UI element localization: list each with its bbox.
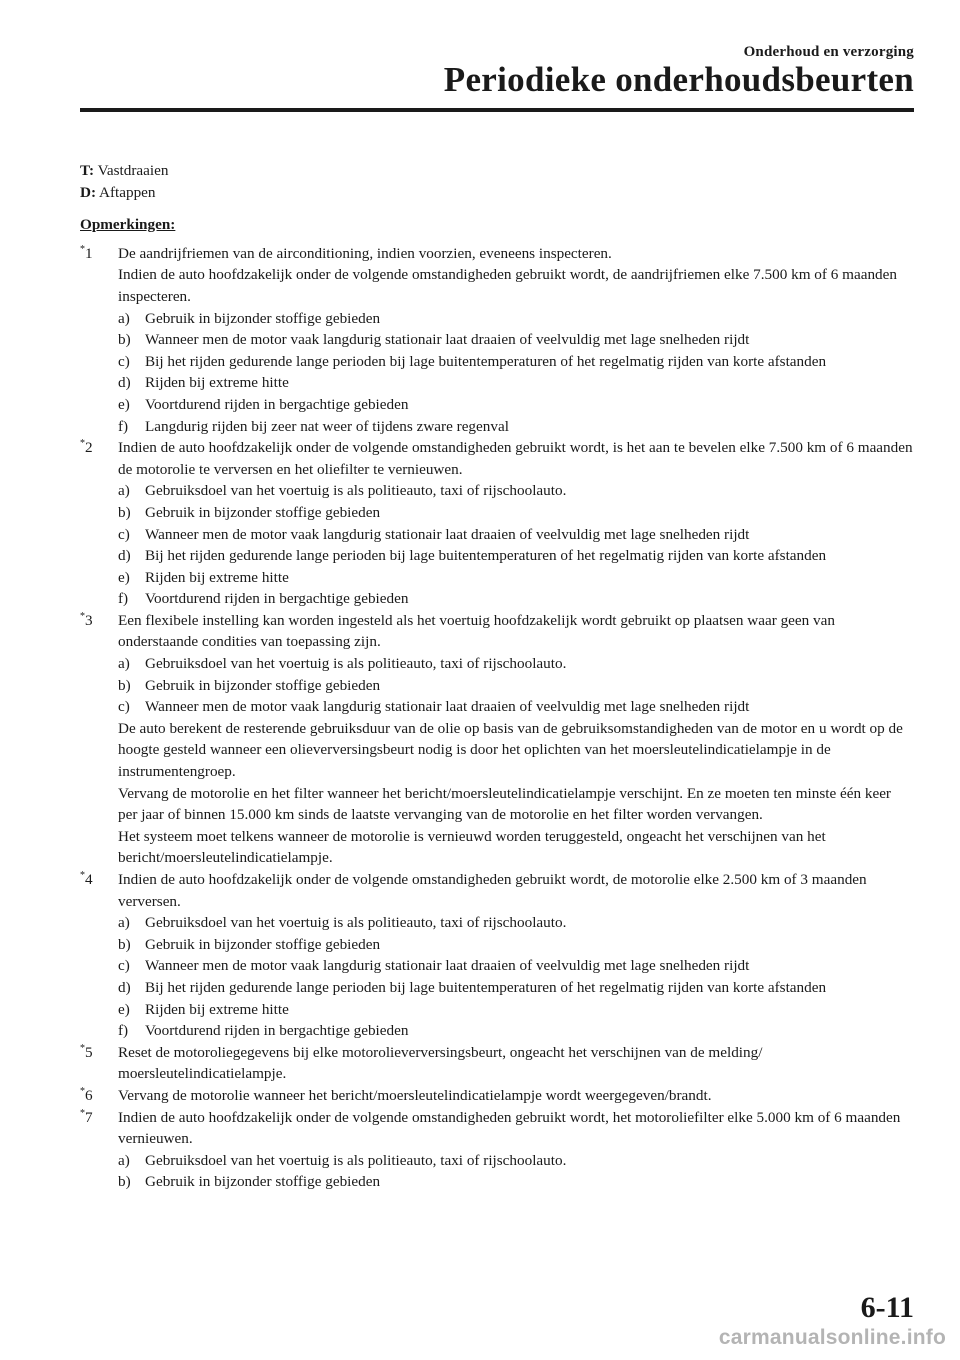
remark-note (80, 437, 914, 610)
remarks-heading: Opmerkingen: (80, 216, 176, 234)
condition-text: Wanneer men de motor vaak langdurig stationair laat draaien of veelvuldig met lage snelheden rijdt (145, 698, 750, 716)
remark-note (80, 1107, 914, 1193)
condition-letter: a) (118, 914, 130, 932)
condition-letter: b) (118, 503, 131, 521)
condition-letter: f) (118, 590, 129, 608)
note-text: De aandrijfriemen van de airconditioning, indien voorzien, eveneens inspecteren. (118, 244, 612, 262)
condition-letter: e) (118, 1000, 130, 1018)
note-text: Reset de motoroliegegevens bij elke motorolieverversingsbeurt, ongeacht het verschijnen van de melding/ moersleutelindicatielampje. (118, 1043, 763, 1083)
condition-letter: f) (118, 1022, 129, 1040)
condition-text: Gebruiksdoel van het voertuig is als politieauto, taxi of rijschoolauto. (145, 914, 567, 932)
condition-item (118, 1020, 914, 1042)
note-text: Indien de auto hoofdzakelijk onder de volgende omstandigheden gebruikt wordt, is het aan te bevelen elke 7.500 km of 6 maanden de motorolie te verversen en het oliefilter te vernieuwen. (118, 439, 913, 478)
note-number-text: 4 (85, 871, 93, 888)
note-number (80, 1107, 93, 1129)
condition-text: Voortdurend rijden in bergachtige gebieden (145, 590, 409, 608)
condition-item (118, 545, 914, 567)
note-text: Indien de auto hoofdzakelijk onder de volgende omstandigheden gebruikt wordt, de aandrijfriemen elke 7.500 km of 6 maanden inspecteren. (118, 266, 897, 305)
note-number-text: 5 (85, 1043, 93, 1061)
note-text: Vervang de motorolie en het filter wanneer het bericht/moersleutelindicatielampje verschijnt. En ze moeten ten minste één keer per jaar of binnen 15.000 km sinds de laatste vervanging van de motorolie en het filter worden vervangen. (118, 784, 891, 824)
condition-item (118, 372, 914, 394)
condition-letter: c) (118, 525, 130, 543)
condition-item (118, 1150, 914, 1172)
condition-item (118, 934, 914, 956)
condition-letter: a) (118, 309, 130, 327)
legend-key: D: (80, 183, 97, 201)
condition-text: Wanneer men de motor vaak langdurig stationair laat draaien of veelvuldig met lage snelheden rijdt (145, 331, 750, 349)
condition-text: Wanneer men de motor vaak langdurig stationair laat draaien of veelvuldig met lage snelheden rijdt (145, 525, 750, 543)
condition-item (118, 1171, 914, 1193)
note-number-text: 2 (85, 439, 93, 457)
remark-note (80, 243, 914, 437)
note-number-text: 6 (85, 1086, 93, 1104)
note-asterisk: * (80, 1042, 85, 1054)
condition-item (118, 653, 914, 675)
note-text: Vervang de motorolie wanneer het bericht/moersleutelindicatielampje wordt weergegeven/brandt. (118, 1086, 712, 1104)
condition-text: Wanneer men de motor vaak langdurig stationair laat draaien of veelvuldig met lage snelheden rijdt (145, 957, 750, 975)
note-asterisk: * (80, 438, 85, 450)
condition-text: Bij het rijden gedurende lange perioden bij lage buitentemperaturen of het regelmatig rijden van korte afstanden (145, 352, 827, 370)
condition-item (118, 502, 914, 524)
condition-letter: d) (118, 978, 131, 996)
condition-letter: d) (118, 374, 131, 392)
condition-text: Gebruik in bijzonder stoffige gebieden (145, 935, 381, 953)
note-text: De auto berekent de resterende gebruiksduur van de olie op basis van de gebruiksomstandigheden van de motor en u wordt op de hoogte gesteld wanneer een olieverversingsbeurt nodig is door het oplichten van het moersleutelindicatielampje in de instrumentengroep. (118, 719, 903, 781)
condition-item (118, 524, 914, 546)
note-number-text: 3 (85, 611, 93, 629)
condition-text: Gebruik in bijzonder stoffige gebieden (145, 1173, 381, 1191)
condition-item (118, 588, 914, 610)
condition-letter: f) (118, 417, 129, 435)
note-number (80, 1042, 93, 1064)
note-asterisk: * (80, 610, 85, 622)
remark-note (80, 869, 914, 1042)
note-text: Indien de auto hoofdzakelijk onder de volgende omstandigheden gebruikt wordt, het motoroliefilter elke 5.000 km of 6 maanden vernieuwen. (118, 1108, 901, 1148)
condition-text: Gebruik in bijzonder stoffige gebieden (145, 309, 381, 327)
legend-item-drain (80, 182, 914, 204)
note-asterisk: * (80, 870, 85, 881)
condition-text: Rijden bij extreme hitte (145, 374, 289, 392)
page-number: 6-11 (860, 1291, 914, 1324)
condition-item (118, 675, 914, 697)
legend-text: Aftappen (99, 183, 156, 201)
condition-item (118, 567, 914, 589)
remark-note (80, 610, 914, 869)
condition-letter: b) (118, 935, 131, 953)
legend-text: Vastdraaien (97, 162, 169, 179)
watermark-text: carmanualsonline.info (718, 1326, 946, 1349)
condition-item (118, 394, 914, 416)
note-number-text: 7 (85, 1108, 93, 1126)
note-number (80, 610, 93, 632)
condition-item (118, 329, 914, 351)
header-divider (80, 108, 914, 112)
condition-item (118, 999, 914, 1021)
condition-letter: b) (118, 676, 131, 694)
condition-text: Voortdurend rijden in bergachtige gebieden (145, 395, 409, 413)
condition-letter: e) (118, 395, 130, 413)
condition-letter: c) (118, 698, 130, 716)
condition-text: Langdurig rijden bij zeer nat weer of tijdens zware regenval (145, 417, 509, 435)
note-text: Een flexibele instelling kan worden ingesteld als het voertuig hoofdzakelijk wordt gebruikt op plaatsen waar geen van onderstaande condities van toepassing zijn. (118, 611, 835, 651)
section-heading: Onderhoud en verzorging (743, 44, 914, 60)
condition-text: Gebruiksdoel van het voertuig is als politieauto, taxi of rijschoolauto. (145, 482, 567, 500)
condition-item (118, 955, 914, 977)
condition-item (118, 480, 914, 502)
condition-text: Rijden bij extreme hitte (145, 568, 289, 586)
condition-letter: a) (118, 1151, 130, 1169)
condition-letter: c) (118, 352, 130, 370)
legend-key: T: (80, 162, 95, 179)
condition-text: Gebruik in bijzonder stoffige gebieden (145, 676, 381, 694)
note-number (80, 437, 93, 459)
condition-letter: b) (118, 1173, 131, 1191)
condition-text: Bij het rijden gedurende lange perioden bij lage buitentemperaturen of het regelmatig rijden van korte afstanden (145, 978, 827, 996)
note-number (80, 869, 93, 891)
note-number (80, 1085, 93, 1107)
condition-item (118, 912, 914, 934)
condition-letter: a) (118, 482, 130, 500)
condition-text: Bij het rijden gedurende lange perioden bij lage buitentemperaturen of het regelmatig rijden van korte afstanden (145, 547, 827, 565)
condition-text: Gebruiksdoel van het voertuig is als politieauto, taxi of rijschoolauto. (145, 1151, 567, 1169)
remark-note (80, 1042, 914, 1085)
note-asterisk: * (80, 1107, 85, 1119)
remarks-list (80, 243, 914, 1193)
legend-item-tighten (80, 160, 914, 182)
condition-letter: a) (118, 655, 130, 673)
note-number-text: 1 (85, 244, 93, 262)
condition-letter: b) (118, 331, 131, 349)
condition-item (118, 696, 914, 718)
condition-item (118, 308, 914, 330)
note-asterisk: * (80, 243, 85, 255)
condition-letter: d) (118, 547, 131, 565)
condition-text: Gebruiksdoel van het voertuig is als politieauto, taxi of rijschoolauto. (145, 655, 567, 673)
note-number (80, 243, 93, 265)
remark-note (80, 1085, 914, 1107)
condition-item (118, 977, 914, 999)
condition-text: Gebruik in bijzonder stoffige gebieden (145, 503, 381, 521)
condition-item (118, 351, 914, 373)
condition-text: Voortdurend rijden in bergachtige gebieden (145, 1022, 409, 1040)
condition-letter: e) (118, 568, 130, 586)
condition-item (118, 416, 914, 438)
note-text: Het systeem moet telkens wanneer de motorolie is vernieuwd worden teruggesteld, ongeacht het verschijnen van het bericht/moersleutelindicatielampje. (118, 827, 826, 867)
page-content (80, 160, 914, 1193)
note-text: Indien de auto hoofdzakelijk onder de volgende omstandigheden gebruikt wordt, de motorolie elke 2.500 km of 3 maanden verversen. (118, 871, 867, 910)
page-title: Periodieke onderhoudsbeurten (443, 60, 914, 99)
condition-text: Rijden bij extreme hitte (145, 1000, 289, 1018)
note-asterisk: * (80, 1085, 85, 1097)
condition-letter: c) (118, 957, 130, 975)
